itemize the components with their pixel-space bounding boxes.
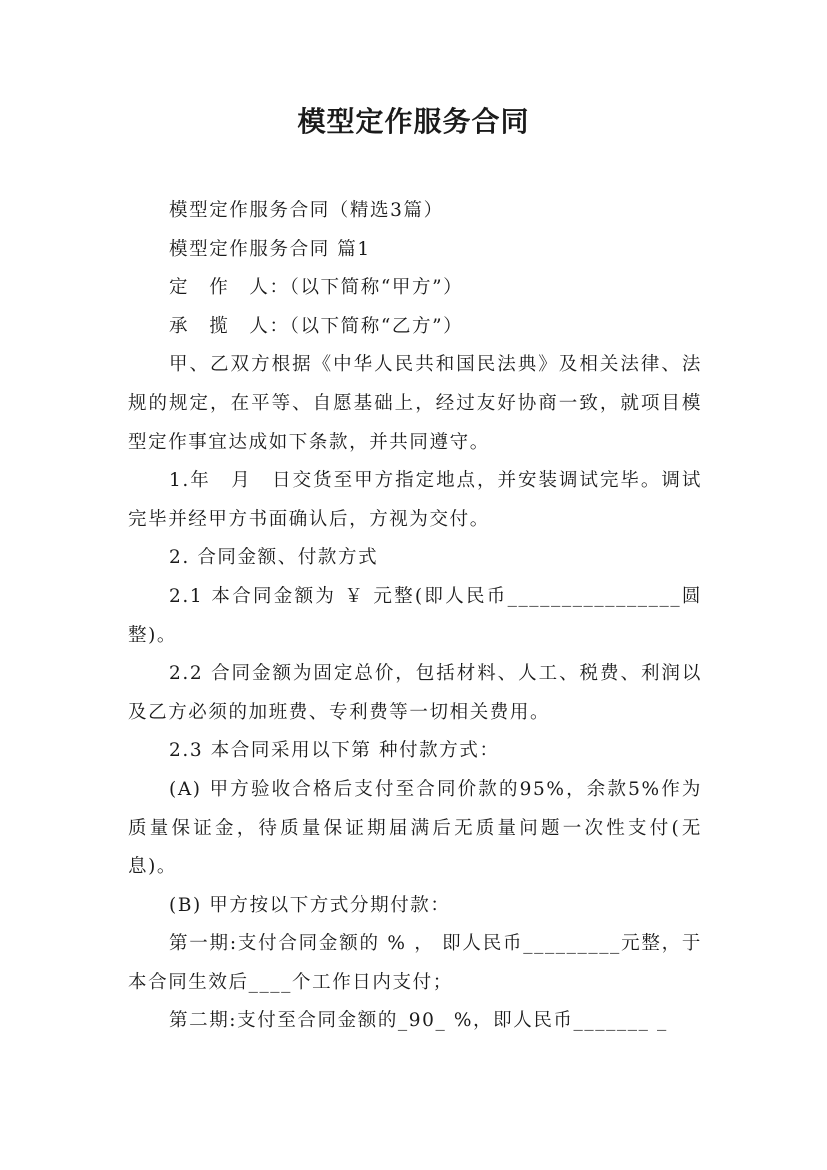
paragraph-clause-2-3: 2.3 本合同采用以下第 种付款方式： bbox=[169, 740, 500, 762]
paragraph-option-a: (A) 甲方验收合格后支付至合同价款的95%，余款5%作为质量保证金，待质量保证期届满后无质量问题一次性支付(无息)。 bbox=[128, 778, 702, 878]
paragraph-clause-2-1: 2.1 本合同金额为 ￥ 元整(即人民币________________圆整)。 bbox=[128, 585, 702, 646]
paragraph-option-b: (B) 甲方按以下方式分期付款： bbox=[169, 894, 451, 916]
paragraph-installment-2: 第二期:支付至合同金额的_90_ %，即人民币_______ _ bbox=[169, 1010, 668, 1032]
paragraph-clause-1: 1.年 月 日交货至甲方指定地点，并安装调试完毕。调试完毕并经甲方书面确认后，方视为交付。 bbox=[128, 470, 702, 530]
document-title: 模型定作服务合同 bbox=[297, 105, 530, 138]
paragraph-preamble: 甲、乙双方根据《中华人民共和国民法典》及相关法律、法规的规定，在平等、自愿基础上，经过友好协商一致，就项目模型定作事宜达成如下条款，并共同遵守。 bbox=[128, 354, 702, 453]
paragraph-party-b: 承 揽 人：（以下简称“乙方”） bbox=[169, 315, 464, 337]
document-body bbox=[128, 192, 702, 1041]
paragraph-heading-part1: 模型定作服务合同 篇1 bbox=[169, 238, 371, 260]
paragraph-clause-2-2: 2.2 合同金额为固定总价，包括材料、人工、税费、利润以及乙方必须的加班费、专利费等一切相关费用。 bbox=[128, 663, 702, 723]
paragraph-heading-collection: 模型定作服务合同（精选3篇） bbox=[169, 200, 444, 221]
paragraph-installment-1: 第一期:支付合同金额的 % ， 即人民币_________元整，于本合同生效后____个工作日内支付； bbox=[128, 933, 702, 993]
paragraph-clause-2: 2. 合同金额、付款方式 bbox=[169, 547, 379, 569]
paragraph-party-a: 定 作 人：（以下简称“甲方”） bbox=[169, 277, 464, 299]
